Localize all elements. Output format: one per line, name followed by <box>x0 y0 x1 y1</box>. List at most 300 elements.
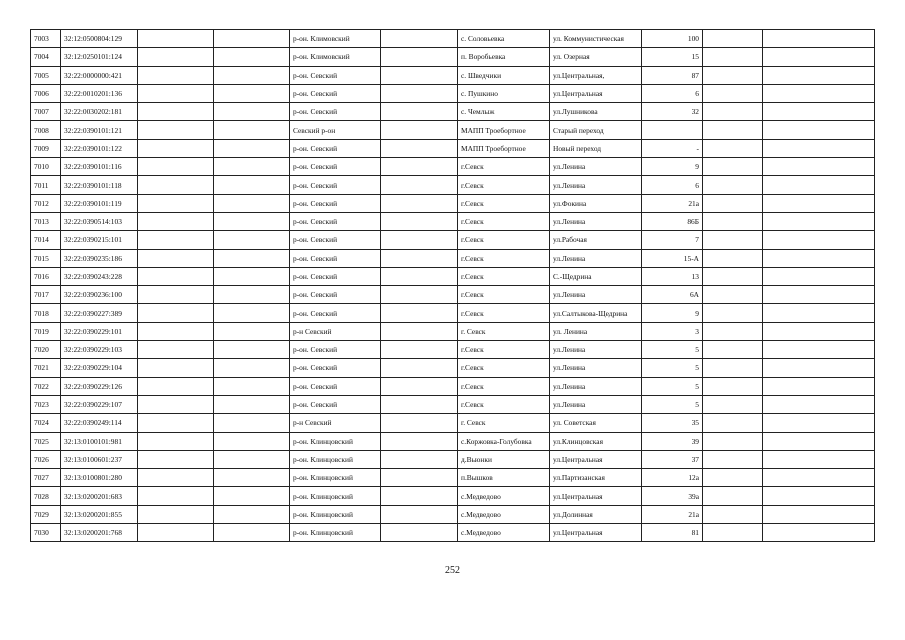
blank-cell <box>138 66 214 84</box>
street-cell: ул.Фокина <box>550 194 642 212</box>
district-cell: р-он. Севский <box>290 103 381 121</box>
street-cell: ул.Ленина <box>550 341 642 359</box>
blank-cell <box>763 286 875 304</box>
district-cell: р-он. Клинцовский <box>290 432 381 450</box>
blank-cell <box>703 139 763 157</box>
blank-cell <box>381 505 458 523</box>
record-number-cell: 7016 <box>31 267 61 285</box>
settlement-cell: с.Медведово <box>458 505 550 523</box>
blank-cell <box>763 212 875 230</box>
blank-cell <box>763 469 875 487</box>
house-number-cell: 37 <box>642 450 703 468</box>
cadastral-number-cell: 32:22:0390101:122 <box>61 139 138 157</box>
blank-cell <box>214 432 290 450</box>
cadastral-number-cell: 32:13:0200201:855 <box>61 505 138 523</box>
street-cell: ул. Ленина <box>550 322 642 340</box>
street-cell: ул.Клинцовская <box>550 432 642 450</box>
blank-cell <box>138 432 214 450</box>
street-cell: ул. Коммунистическая <box>550 30 642 48</box>
blank-cell <box>138 450 214 468</box>
blank-cell <box>138 414 214 432</box>
record-number-cell: 7009 <box>31 139 61 157</box>
record-number-cell: 7010 <box>31 158 61 176</box>
blank-cell <box>703 341 763 359</box>
cadastral-number-cell: 32:12:0250101:124 <box>61 48 138 66</box>
district-cell: р-н Севский <box>290 322 381 340</box>
settlement-cell: г.Севск <box>458 304 550 322</box>
blank-cell <box>763 103 875 121</box>
cadastral-number-cell: 32:22:0010201:136 <box>61 84 138 102</box>
blank-cell <box>214 249 290 267</box>
record-number-cell: 7008 <box>31 121 61 139</box>
blank-cell <box>138 48 214 66</box>
table-row <box>31 121 875 139</box>
blank-cell <box>763 395 875 413</box>
blank-cell <box>763 359 875 377</box>
blank-cell <box>214 30 290 48</box>
district-cell: р-он. Севский <box>290 66 381 84</box>
street-cell: Новый переход <box>550 139 642 157</box>
blank-cell <box>214 322 290 340</box>
house-number-cell: 9 <box>642 304 703 322</box>
district-cell: р-он. Севский <box>290 359 381 377</box>
street-cell: ул.Ленина <box>550 212 642 230</box>
blank-cell <box>703 359 763 377</box>
house-number-cell: 39а <box>642 487 703 505</box>
cadastral-number-cell: 32:13:0200201:683 <box>61 487 138 505</box>
house-number-cell: 9 <box>642 158 703 176</box>
street-cell: ул.Центральная <box>550 487 642 505</box>
house-number-cell: 5 <box>642 359 703 377</box>
cadastral-number-cell: 32:22:0000000:421 <box>61 66 138 84</box>
blank-cell <box>381 194 458 212</box>
table-row <box>31 524 875 542</box>
table-row <box>31 395 875 413</box>
street-cell: ул.Центральная <box>550 84 642 102</box>
district-cell: р-он. Севский <box>290 377 381 395</box>
blank-cell <box>214 48 290 66</box>
blank-cell <box>763 505 875 523</box>
settlement-cell: с. Шведчики <box>458 66 550 84</box>
record-number-cell: 7021 <box>31 359 61 377</box>
blank-cell <box>381 286 458 304</box>
blank-cell <box>763 249 875 267</box>
blank-cell <box>703 432 763 450</box>
street-cell: ул. Озерная <box>550 48 642 66</box>
cadastral-number-cell: 32:12:0500804:129 <box>61 30 138 48</box>
cadastral-number-cell: 32:22:0390227:389 <box>61 304 138 322</box>
street-cell: ул.Лушникова <box>550 103 642 121</box>
record-number-cell: 7020 <box>31 341 61 359</box>
settlement-cell: п.Вышков <box>458 469 550 487</box>
record-number-cell: 7030 <box>31 524 61 542</box>
table-row <box>31 158 875 176</box>
blank-cell <box>763 450 875 468</box>
blank-cell <box>214 212 290 230</box>
blank-cell <box>214 524 290 542</box>
district-cell: р-н Севский <box>290 414 381 432</box>
district-cell: р-он. Клинцовский <box>290 469 381 487</box>
blank-cell <box>214 341 290 359</box>
record-number-cell: 7006 <box>31 84 61 102</box>
blank-cell <box>214 377 290 395</box>
blank-cell <box>138 212 214 230</box>
settlement-cell: д.Вьюнки <box>458 450 550 468</box>
district-cell: р-он. Севский <box>290 304 381 322</box>
table-row <box>31 84 875 102</box>
house-number-cell: 39 <box>642 432 703 450</box>
blank-cell <box>703 121 763 139</box>
district-cell: р-он. Севский <box>290 231 381 249</box>
district-cell: Севский р-он <box>290 121 381 139</box>
district-cell: р-он. Клинцовский <box>290 487 381 505</box>
blank-cell <box>381 267 458 285</box>
settlement-cell: г.Севск <box>458 359 550 377</box>
district-cell: р-он. Севский <box>290 194 381 212</box>
settlement-cell: г.Севск <box>458 212 550 230</box>
blank-cell <box>763 139 875 157</box>
settlement-cell: с.Медведово <box>458 524 550 542</box>
cadastral-number-cell: 32:22:0390101:116 <box>61 158 138 176</box>
table-row <box>31 231 875 249</box>
blank-cell <box>138 505 214 523</box>
blank-cell <box>138 249 214 267</box>
table-row <box>31 286 875 304</box>
blank-cell <box>703 469 763 487</box>
blank-cell <box>703 505 763 523</box>
settlement-cell: г.Севск <box>458 341 550 359</box>
blank-cell <box>703 194 763 212</box>
blank-cell <box>703 84 763 102</box>
record-number-cell: 7024 <box>31 414 61 432</box>
cadastral-number-cell: 32:22:0390215:101 <box>61 231 138 249</box>
table-row <box>31 249 875 267</box>
blank-cell <box>381 469 458 487</box>
district-cell: р-он. Севский <box>290 267 381 285</box>
blank-cell <box>138 176 214 194</box>
house-number-cell: 15 <box>642 48 703 66</box>
blank-cell <box>763 158 875 176</box>
street-cell: ул.Партизанская <box>550 469 642 487</box>
cadastral-number-cell: 32:22:0390101:121 <box>61 121 138 139</box>
blank-cell <box>703 176 763 194</box>
blank-cell <box>703 30 763 48</box>
blank-cell <box>763 432 875 450</box>
house-number-cell: 35 <box>642 414 703 432</box>
blank-cell <box>381 524 458 542</box>
cadastral-number-cell: 32:22:0030202:181 <box>61 103 138 121</box>
house-number-cell: 7 <box>642 231 703 249</box>
blank-cell <box>763 121 875 139</box>
record-number-cell: 7026 <box>31 450 61 468</box>
blank-cell <box>703 524 763 542</box>
record-number-cell: 7025 <box>31 432 61 450</box>
blank-cell <box>138 231 214 249</box>
record-number-cell: 7007 <box>31 103 61 121</box>
table-row <box>31 341 875 359</box>
blank-cell <box>381 359 458 377</box>
house-number-cell: 5 <box>642 377 703 395</box>
blank-cell <box>214 395 290 413</box>
blank-cell <box>763 66 875 84</box>
blank-cell <box>214 176 290 194</box>
settlement-cell: г.Севск <box>458 286 550 304</box>
blank-cell <box>763 304 875 322</box>
page-number: 252 <box>445 565 460 576</box>
settlement-cell: г. Севск <box>458 322 550 340</box>
blank-cell <box>381 103 458 121</box>
street-cell: С.-Щедрина <box>550 267 642 285</box>
table-row <box>31 139 875 157</box>
house-number-cell: 81 <box>642 524 703 542</box>
blank-cell <box>381 487 458 505</box>
blank-cell <box>214 414 290 432</box>
table-row <box>31 66 875 84</box>
blank-cell <box>381 212 458 230</box>
blank-cell <box>703 414 763 432</box>
blank-cell <box>381 66 458 84</box>
cadastral-number-cell: 32:22:0390101:119 <box>61 194 138 212</box>
table-row <box>31 487 875 505</box>
table-row <box>31 414 875 432</box>
blank-cell <box>138 341 214 359</box>
blank-cell <box>214 66 290 84</box>
blank-cell <box>214 194 290 212</box>
settlement-cell: г.Севск <box>458 176 550 194</box>
district-cell: р-он. Севский <box>290 341 381 359</box>
street-cell: ул.Ленина <box>550 158 642 176</box>
cadastral-number-cell: 32:22:0390229:101 <box>61 322 138 340</box>
blank-cell <box>381 432 458 450</box>
street-cell: ул.Ленина <box>550 286 642 304</box>
blank-cell <box>214 103 290 121</box>
table-row <box>31 359 875 377</box>
blank-cell <box>381 249 458 267</box>
district-cell: р-он. Севский <box>290 84 381 102</box>
house-number-cell: 15-А <box>642 249 703 267</box>
house-number-cell: 13 <box>642 267 703 285</box>
blank-cell <box>138 84 214 102</box>
blank-cell <box>214 286 290 304</box>
street-cell: ул.Салтыкова-Щедрина <box>550 304 642 322</box>
blank-cell <box>214 359 290 377</box>
blank-cell <box>703 249 763 267</box>
street-cell: ул. Советская <box>550 414 642 432</box>
blank-cell <box>138 304 214 322</box>
blank-cell <box>381 377 458 395</box>
table-row <box>31 194 875 212</box>
table-row <box>31 432 875 450</box>
cadastral-number-cell: 32:22:0390229:103 <box>61 341 138 359</box>
table-row <box>31 30 875 48</box>
blank-cell <box>138 194 214 212</box>
record-number-cell: 7014 <box>31 231 61 249</box>
blank-cell <box>381 304 458 322</box>
house-number-cell: 32 <box>642 103 703 121</box>
blank-cell <box>381 414 458 432</box>
street-cell: ул.Центральная <box>550 524 642 542</box>
blank-cell <box>703 267 763 285</box>
blank-cell <box>381 341 458 359</box>
district-cell: р-он. Климовский <box>290 30 381 48</box>
record-number-cell: 7011 <box>31 176 61 194</box>
blank-cell <box>214 121 290 139</box>
district-cell: р-он. Севский <box>290 176 381 194</box>
record-number-cell: 7019 <box>31 322 61 340</box>
blank-cell <box>763 524 875 542</box>
house-number-cell: 21а <box>642 505 703 523</box>
blank-cell <box>381 48 458 66</box>
house-number-cell: - <box>642 139 703 157</box>
record-number-cell: 7018 <box>31 304 61 322</box>
street-cell: Старый переход <box>550 121 642 139</box>
blank-cell <box>381 322 458 340</box>
blank-cell <box>214 469 290 487</box>
settlement-cell: с. Пушкино <box>458 84 550 102</box>
district-cell: р-он. Севский <box>290 249 381 267</box>
blank-cell <box>703 158 763 176</box>
district-cell: р-он. Клинцовский <box>290 524 381 542</box>
blank-cell <box>138 121 214 139</box>
district-cell: р-он. Клинцовский <box>290 505 381 523</box>
house-number-cell: 100 <box>642 30 703 48</box>
property-register-table <box>30 29 875 542</box>
blank-cell <box>703 231 763 249</box>
table-row <box>31 469 875 487</box>
house-number-cell: 5 <box>642 341 703 359</box>
cadastral-number-cell: 32:22:0390514:103 <box>61 212 138 230</box>
blank-cell <box>763 30 875 48</box>
cadastral-number-cell: 32:22:0390249:114 <box>61 414 138 432</box>
blank-cell <box>763 176 875 194</box>
settlement-cell: МАПП Троебортное <box>458 139 550 157</box>
cadastral-number-cell: 32:13:0100801:280 <box>61 469 138 487</box>
blank-cell <box>763 322 875 340</box>
cadastral-number-cell: 32:22:0390229:126 <box>61 377 138 395</box>
house-number-cell <box>642 121 703 139</box>
house-number-cell: 6А <box>642 286 703 304</box>
street-cell: ул.Ленина <box>550 395 642 413</box>
blank-cell <box>763 84 875 102</box>
blank-cell <box>214 139 290 157</box>
table-row <box>31 48 875 66</box>
record-number-cell: 7012 <box>31 194 61 212</box>
cadastral-number-cell: 32:22:0390229:104 <box>61 359 138 377</box>
settlement-cell: г.Севск <box>458 377 550 395</box>
cadastral-number-cell: 32:22:0390101:118 <box>61 176 138 194</box>
blank-cell <box>138 103 214 121</box>
house-number-cell: 6 <box>642 176 703 194</box>
table-row <box>31 212 875 230</box>
street-cell: ул.Ленина <box>550 249 642 267</box>
cadastral-number-cell: 32:13:0100601:237 <box>61 450 138 468</box>
blank-cell <box>703 66 763 84</box>
blank-cell <box>763 341 875 359</box>
record-number-cell: 7027 <box>31 469 61 487</box>
house-number-cell: 12а <box>642 469 703 487</box>
blank-cell <box>763 194 875 212</box>
blank-cell <box>381 121 458 139</box>
blank-cell <box>381 231 458 249</box>
house-number-cell: 21а <box>642 194 703 212</box>
blank-cell <box>763 267 875 285</box>
blank-cell <box>381 176 458 194</box>
blank-cell <box>138 286 214 304</box>
blank-cell <box>214 505 290 523</box>
settlement-cell: с. Чемлыж <box>458 103 550 121</box>
blank-cell <box>138 322 214 340</box>
table-row <box>31 322 875 340</box>
record-number-cell: 7004 <box>31 48 61 66</box>
cadastral-number-cell: 32:13:0100101:981 <box>61 432 138 450</box>
record-number-cell: 7017 <box>31 286 61 304</box>
street-cell: ул.Долинная <box>550 505 642 523</box>
district-cell: р-он. Севский <box>290 395 381 413</box>
settlement-cell: МАПП Троебортное <box>458 121 550 139</box>
blank-cell <box>138 377 214 395</box>
house-number-cell: 5 <box>642 395 703 413</box>
record-number-cell: 7022 <box>31 377 61 395</box>
blank-cell <box>138 469 214 487</box>
district-cell: р-он. Клинцовский <box>290 450 381 468</box>
table-row <box>31 304 875 322</box>
record-number-cell: 7005 <box>31 66 61 84</box>
blank-cell <box>703 395 763 413</box>
blank-cell <box>214 158 290 176</box>
blank-cell <box>138 158 214 176</box>
blank-cell <box>763 487 875 505</box>
blank-cell <box>138 30 214 48</box>
settlement-cell: с.Коржовка-Голубовка <box>458 432 550 450</box>
district-cell: р-он. Севский <box>290 158 381 176</box>
cadastral-number-cell: 32:22:0390236:100 <box>61 286 138 304</box>
settlement-cell: г.Севск <box>458 158 550 176</box>
table-row <box>31 267 875 285</box>
blank-cell <box>381 158 458 176</box>
house-number-cell: 86Б <box>642 212 703 230</box>
blank-cell <box>214 267 290 285</box>
table-body <box>31 30 875 542</box>
blank-cell <box>703 377 763 395</box>
blank-cell <box>703 48 763 66</box>
record-number-cell: 7029 <box>31 505 61 523</box>
record-number-cell: 7023 <box>31 395 61 413</box>
blank-cell <box>214 84 290 102</box>
blank-cell <box>703 450 763 468</box>
blank-cell <box>381 450 458 468</box>
settlement-cell: г.Севск <box>458 249 550 267</box>
district-cell: р-он. Севский <box>290 286 381 304</box>
street-cell: ул.Центральная, <box>550 66 642 84</box>
blank-cell <box>138 359 214 377</box>
blank-cell <box>703 212 763 230</box>
table-row <box>31 176 875 194</box>
settlement-cell: г.Севск <box>458 267 550 285</box>
blank-cell <box>763 414 875 432</box>
blank-cell <box>763 48 875 66</box>
blank-cell <box>381 84 458 102</box>
cadastral-number-cell: 32:22:0390243:228 <box>61 267 138 285</box>
blank-cell <box>138 267 214 285</box>
table-row <box>31 103 875 121</box>
blank-cell <box>703 322 763 340</box>
settlement-cell: г.Севск <box>458 395 550 413</box>
house-number-cell: 87 <box>642 66 703 84</box>
blank-cell <box>138 487 214 505</box>
street-cell: ул.Центральная <box>550 450 642 468</box>
blank-cell <box>763 231 875 249</box>
blank-cell <box>214 304 290 322</box>
